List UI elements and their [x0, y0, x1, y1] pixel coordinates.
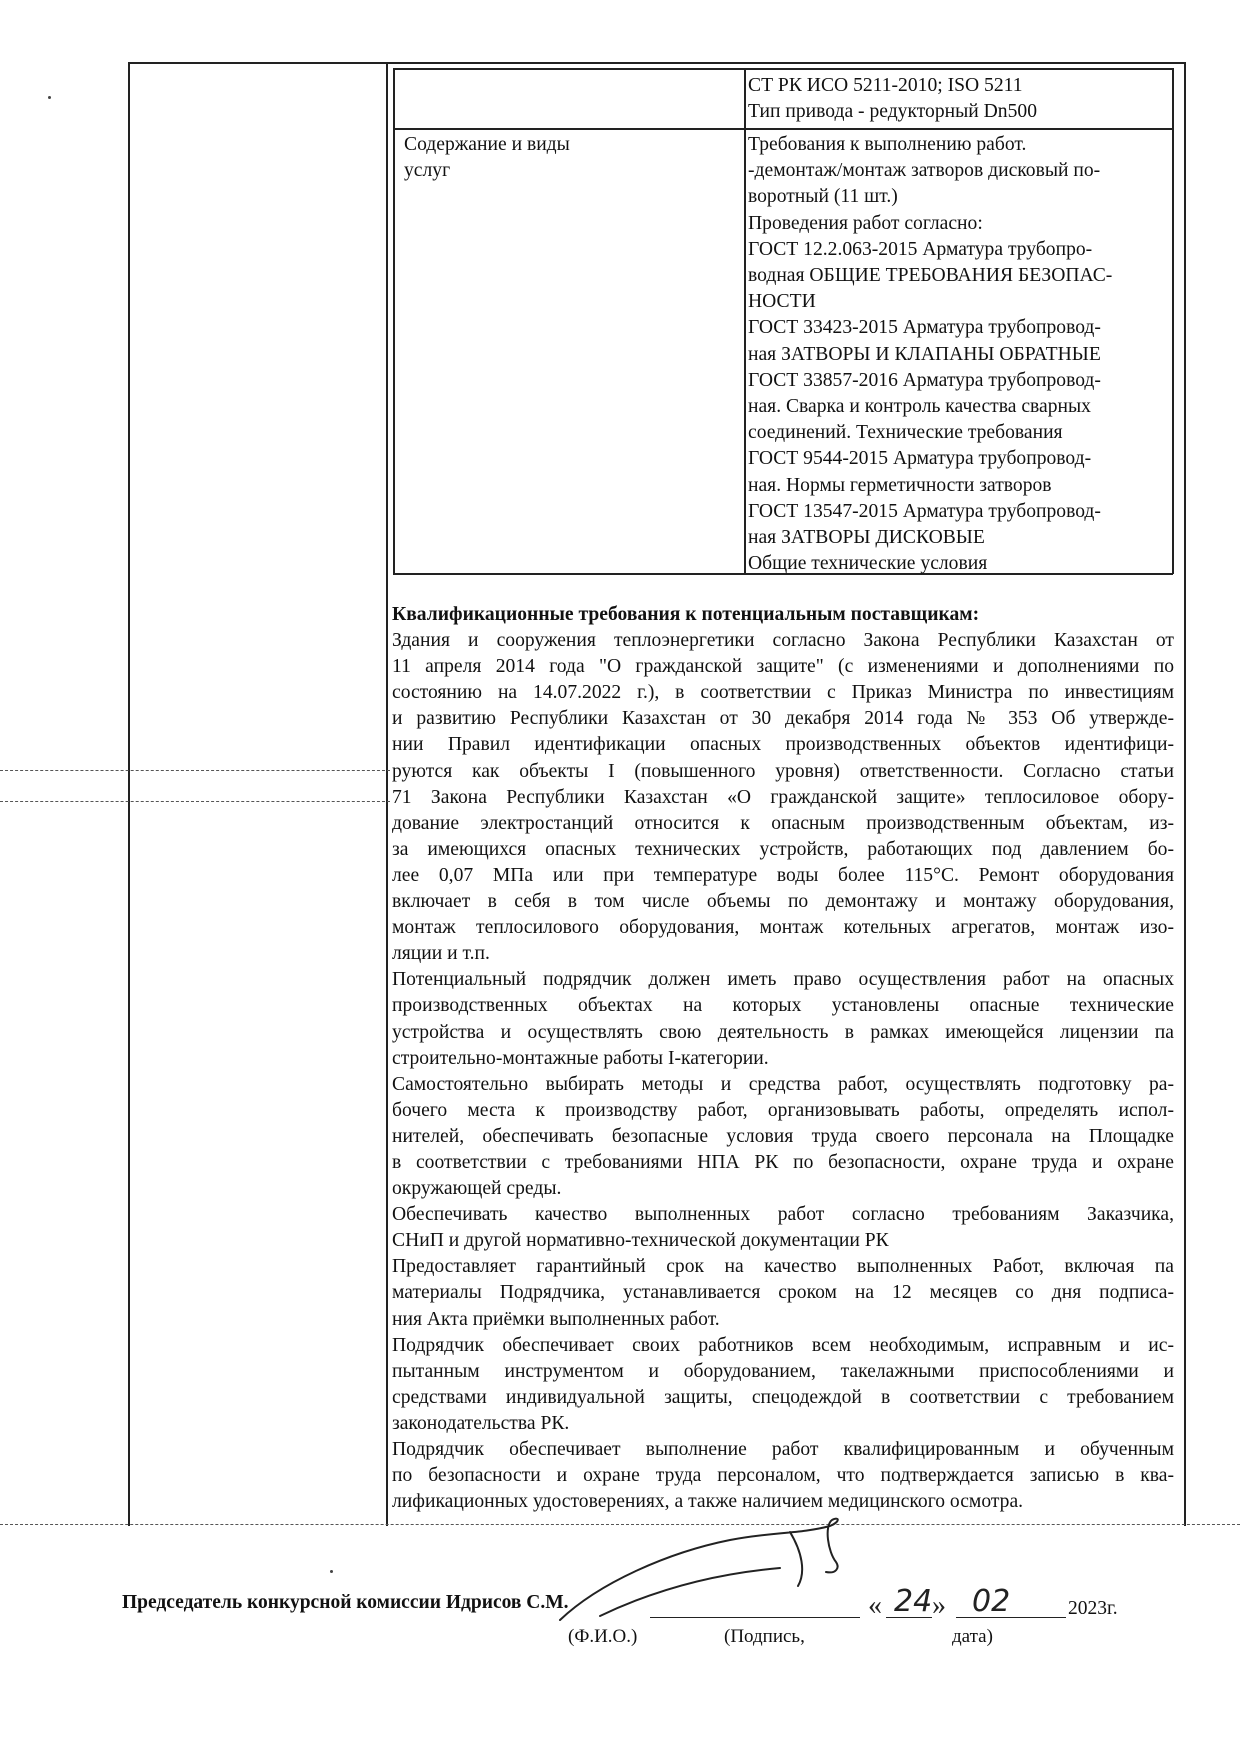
requirements-line: Подрядчик обеспечивает выполнение работ квалифицированным и обученным	[392, 1439, 1174, 1460]
inner-table-mid	[744, 68, 746, 574]
requirements-line: производственных объектах на которых установлены опасные технические	[392, 995, 1174, 1017]
page-break-line	[0, 770, 390, 771]
row2-right-line: ГОСТ 33857-2016 Арматура трубопровод-	[748, 369, 1101, 391]
day-underline	[886, 1617, 932, 1618]
requirements-line: 71 Закона Республики Казахстан «О гражданской защите» теплосиловое обору-	[392, 786, 1174, 808]
inner-row-divider	[393, 128, 1173, 130]
row2-right-line: ная. Нормы герметичности затворов	[748, 474, 1052, 496]
requirements-line: ляции и т.п.	[392, 943, 490, 965]
requirements-line: состоянию на 14.07.2022 г.), в соответствии с Приказ Министра по инвестициям	[392, 682, 1174, 704]
column-divider	[386, 62, 388, 1526]
outer-right-border	[1184, 62, 1186, 1526]
requirements-line: Самостоятельно выбирать методы и средства работ, осуществлять подготовку ра-	[392, 1073, 1174, 1095]
requirements-line: лификационных удостоверениях, а также наличием медицинского осмотра.	[392, 1491, 1024, 1513]
requirements-line: средствами индивидуальной защиты, спецодеждой в соответствии с требованием	[392, 1386, 1174, 1408]
requirements-line: нии Правил идентификации опасных производственных объектов идентифици-	[392, 734, 1174, 756]
row2-right-line: водная ОБЩИЕ ТРЕБОВАНИЯ БЕЗОПАС-	[748, 265, 1113, 287]
requirements-line: включает в себя в том числе объемы по демонтажу и монтажу оборудования,	[392, 891, 1174, 913]
requirements-line: законодательства РК.	[392, 1412, 570, 1434]
outer-left-border	[128, 62, 130, 1526]
month-underline	[956, 1617, 1066, 1618]
signature	[540, 1512, 880, 1632]
row2-right-cell	[748, 132, 1112, 577]
row1-right-cell	[748, 73, 1037, 125]
scan-dot	[330, 1570, 333, 1573]
date-day: 24	[894, 1584, 933, 1619]
row2-right-line: ная ЗАТВОРЫ ДИСКОВЫЕ	[748, 527, 985, 549]
requirements-line: окружающей среды.	[392, 1178, 562, 1200]
row1-right-line: СТ РК ИСО 5211-2010; ISO 5211	[748, 75, 1023, 96]
requirements-line: бочего места к производству работ, организовывать работы, определять испол-	[392, 1099, 1174, 1121]
requirements-line: СНиП и другой нормативно-технической документации РК	[392, 1230, 889, 1252]
row2-right-line: воротный (11 шт.)	[748, 186, 898, 208]
row2-right-line: ГОСТ 13547-2015 Арматура трубопровод-	[748, 500, 1101, 522]
requirements-line: строительно-монтажные работы I-категории.	[392, 1047, 769, 1069]
row2-right-line: Общие технические условия	[748, 553, 988, 575]
requirements-line: Предоставляет гарантийный срок на качество выполненных Работ, включая па	[392, 1256, 1174, 1278]
row2-right-line: ная ЗАТВОРЫ И КЛАПАНЫ ОБРАТНЫЕ	[748, 343, 1101, 365]
row2-right-line: ная. Сварка и контроль качества сварных	[748, 396, 1091, 418]
row2-left-line: Содержание и виды	[404, 134, 570, 155]
row2-right-line: ГОСТ 33423-2015 Арматура трубопровод-	[748, 317, 1101, 339]
row2-right-line: ГОСТ 12.2.063-2015 Арматура трубопро-	[748, 238, 1093, 260]
requirements-line: по безопасности и охране труда персоналом, что подтверждается записью в ква-	[392, 1465, 1174, 1487]
requirements-line: материалы Подрядчика, устанавливается сроком на 12 месяцев со дня подписа-	[392, 1282, 1174, 1304]
row2-right-line: -демонтаж/монтаж затворов дисковый по-	[748, 160, 1101, 182]
row2-right-line: ГОСТ 9544-2015 Арматура трубопровод-	[748, 448, 1092, 470]
requirements-line: пытанным инструментом и оборудованием, такелажными приспособлениями и	[392, 1360, 1174, 1382]
requirements-title: Квалификационные требования к потенциальным поставщикам:	[392, 604, 980, 625]
qualification-requirements	[392, 602, 1174, 1515]
inner-table-right	[1172, 68, 1174, 574]
row2-left-line: услуг	[404, 160, 451, 182]
requirements-line: лее 0,07 МПа или при температуре воды более 115°С. Ремонт оборудования	[392, 864, 1174, 886]
requirements-line: ния Акта приёмки выполненных работ.	[392, 1308, 720, 1330]
date-month: 02	[972, 1584, 1011, 1619]
row2-right-line: Проведения работ согласно:	[748, 212, 983, 234]
quote-close: »	[932, 1590, 946, 1621]
page-break-line	[0, 801, 390, 802]
row1-right-line: Тип привода - редукторный Dn500	[748, 101, 1037, 123]
requirements-line: 11 апреля 2014 года "О гражданской защите" (с изменениями и дополнениями по	[392, 656, 1174, 678]
requirements-line: и развитию Республики Казахстан от 30 декабря 2014 года № 353 Об утвержде-	[392, 708, 1174, 730]
requirements-line: дование электростанций относится к опасным производственным объектам, из-	[392, 812, 1174, 834]
signature-caption: (Подпись,	[724, 1626, 805, 1647]
requirements-line: Потенциальный подрядчик должен иметь право осуществления работ на опасных	[392, 969, 1174, 991]
quote-open: «	[868, 1590, 882, 1621]
requirements-line: руются как объекты I (повышенного уровня) ответственности. Согласно статьи	[392, 760, 1174, 782]
inner-table-left	[393, 68, 395, 574]
requirements-line: нителей, обеспечивать безопасные условия труда своего персонала на Площадке	[392, 1125, 1174, 1147]
requirements-line: в соответствии с требованиями НПА РК по безопасности, охране труда и охране	[392, 1151, 1174, 1173]
date-year: 2023г.	[1068, 1598, 1118, 1619]
requirements-line: за имеющихся опасных технических устройств, работающих под давлением бо-	[392, 838, 1174, 860]
fio-caption: (Ф.И.О.)	[568, 1626, 638, 1647]
signature-line	[650, 1617, 860, 1618]
requirements-line: устройства и осуществлять свою деятельность в рамках имеющейся лицензии па	[392, 1021, 1174, 1043]
row2-right-line: Требования к выполнению работ.	[748, 134, 1027, 155]
row2-left-cell	[404, 132, 570, 184]
row2-right-line: соединений. Технические требования	[748, 422, 1063, 444]
requirements-line: монтаж теплосилового оборудования, монтаж котельных агрегатов, монтаж изо-	[392, 917, 1174, 939]
chairman-label: Председатель конкурсной комиссии Идрисов С.М.	[122, 1592, 569, 1613]
requirements-line: Подрядчик обеспечивает своих работников всем необходимым, исправным и ис-	[392, 1334, 1174, 1356]
date-caption: дата)	[952, 1626, 993, 1647]
inner-table-top	[393, 68, 1173, 70]
row2-right-line: НОСТИ	[748, 291, 816, 313]
requirements-line: Обеспечивать качество выполненных работ согласно требованиям Заказчика,	[392, 1204, 1174, 1226]
top-border	[128, 62, 1186, 64]
requirements-line: Здания и сооружения теплоэнергетики согласно Закона Республики Казахстан от	[392, 630, 1174, 652]
scan-dot	[48, 96, 51, 99]
